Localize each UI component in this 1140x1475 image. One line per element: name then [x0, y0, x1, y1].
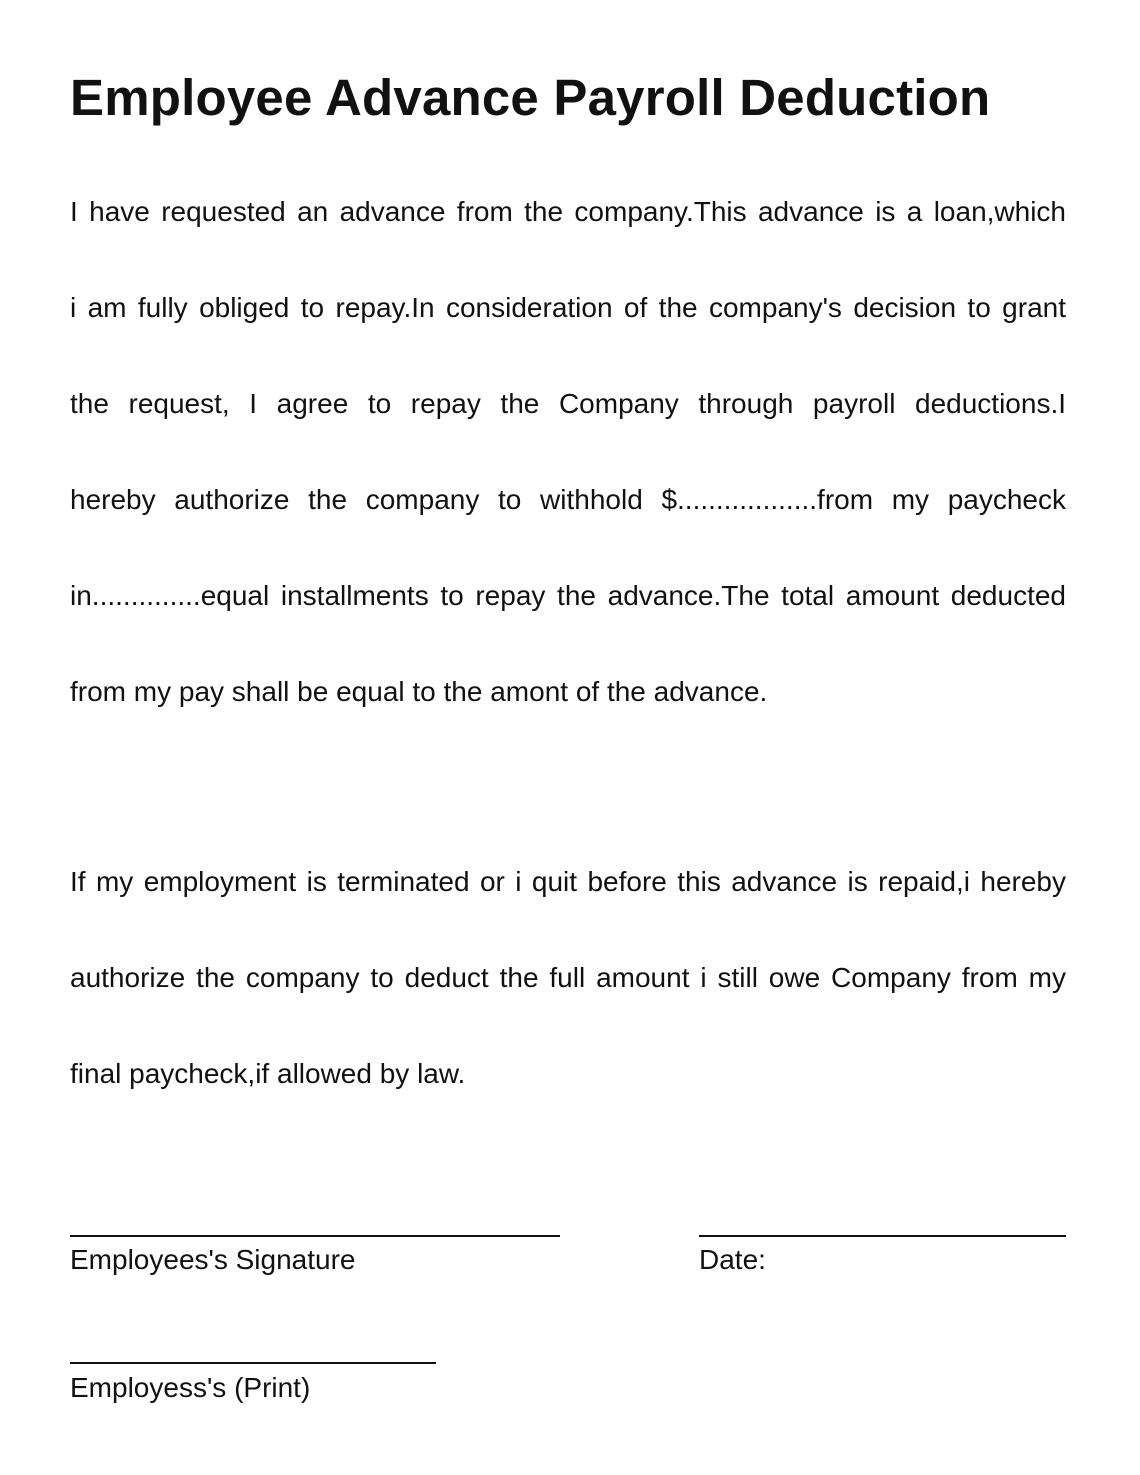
- paragraph-line: hereby authorize the company to withhold $..................from my paycheck: [70, 484, 1066, 515]
- date-label: Date:: [699, 1244, 766, 1275]
- termination-paragraph: [70, 834, 1066, 1122]
- employee-signature-line[interactable]: [70, 1235, 560, 1237]
- paragraph-line: i am fully obliged to repay.In consideration of the company's decision to grant: [70, 292, 1066, 323]
- paragraph-line: If my employment is terminated or i quit before this advance is repaid,i hereby: [70, 866, 1066, 897]
- paragraph-line: the request, I agree to repay the Company through payroll deductions.I: [70, 388, 1066, 419]
- paragraph-line: from my pay shall be equal to the amont of the advance.: [70, 676, 768, 707]
- employee-print-line[interactable]: [70, 1362, 436, 1364]
- employee-print-label: Employess's (Print): [70, 1372, 311, 1403]
- paragraph-line: I have requested an advance from the company.This advance is a loan,which: [70, 196, 1066, 227]
- date-line[interactable]: [699, 1235, 1066, 1237]
- paragraph-line: in..............equal installments to repay the advance.The total amount deducted: [70, 580, 1066, 611]
- document-title: Employee Advance Payroll Deduction: [70, 69, 991, 126]
- employee-signature-label: Employees's Signature: [70, 1244, 356, 1275]
- paragraph-line: final paycheck,if allowed by law.: [70, 1058, 466, 1089]
- paragraph-line: authorize the company to deduct the full amount i still owe Company from my: [70, 962, 1066, 993]
- agreement-paragraph: [70, 164, 1066, 740]
